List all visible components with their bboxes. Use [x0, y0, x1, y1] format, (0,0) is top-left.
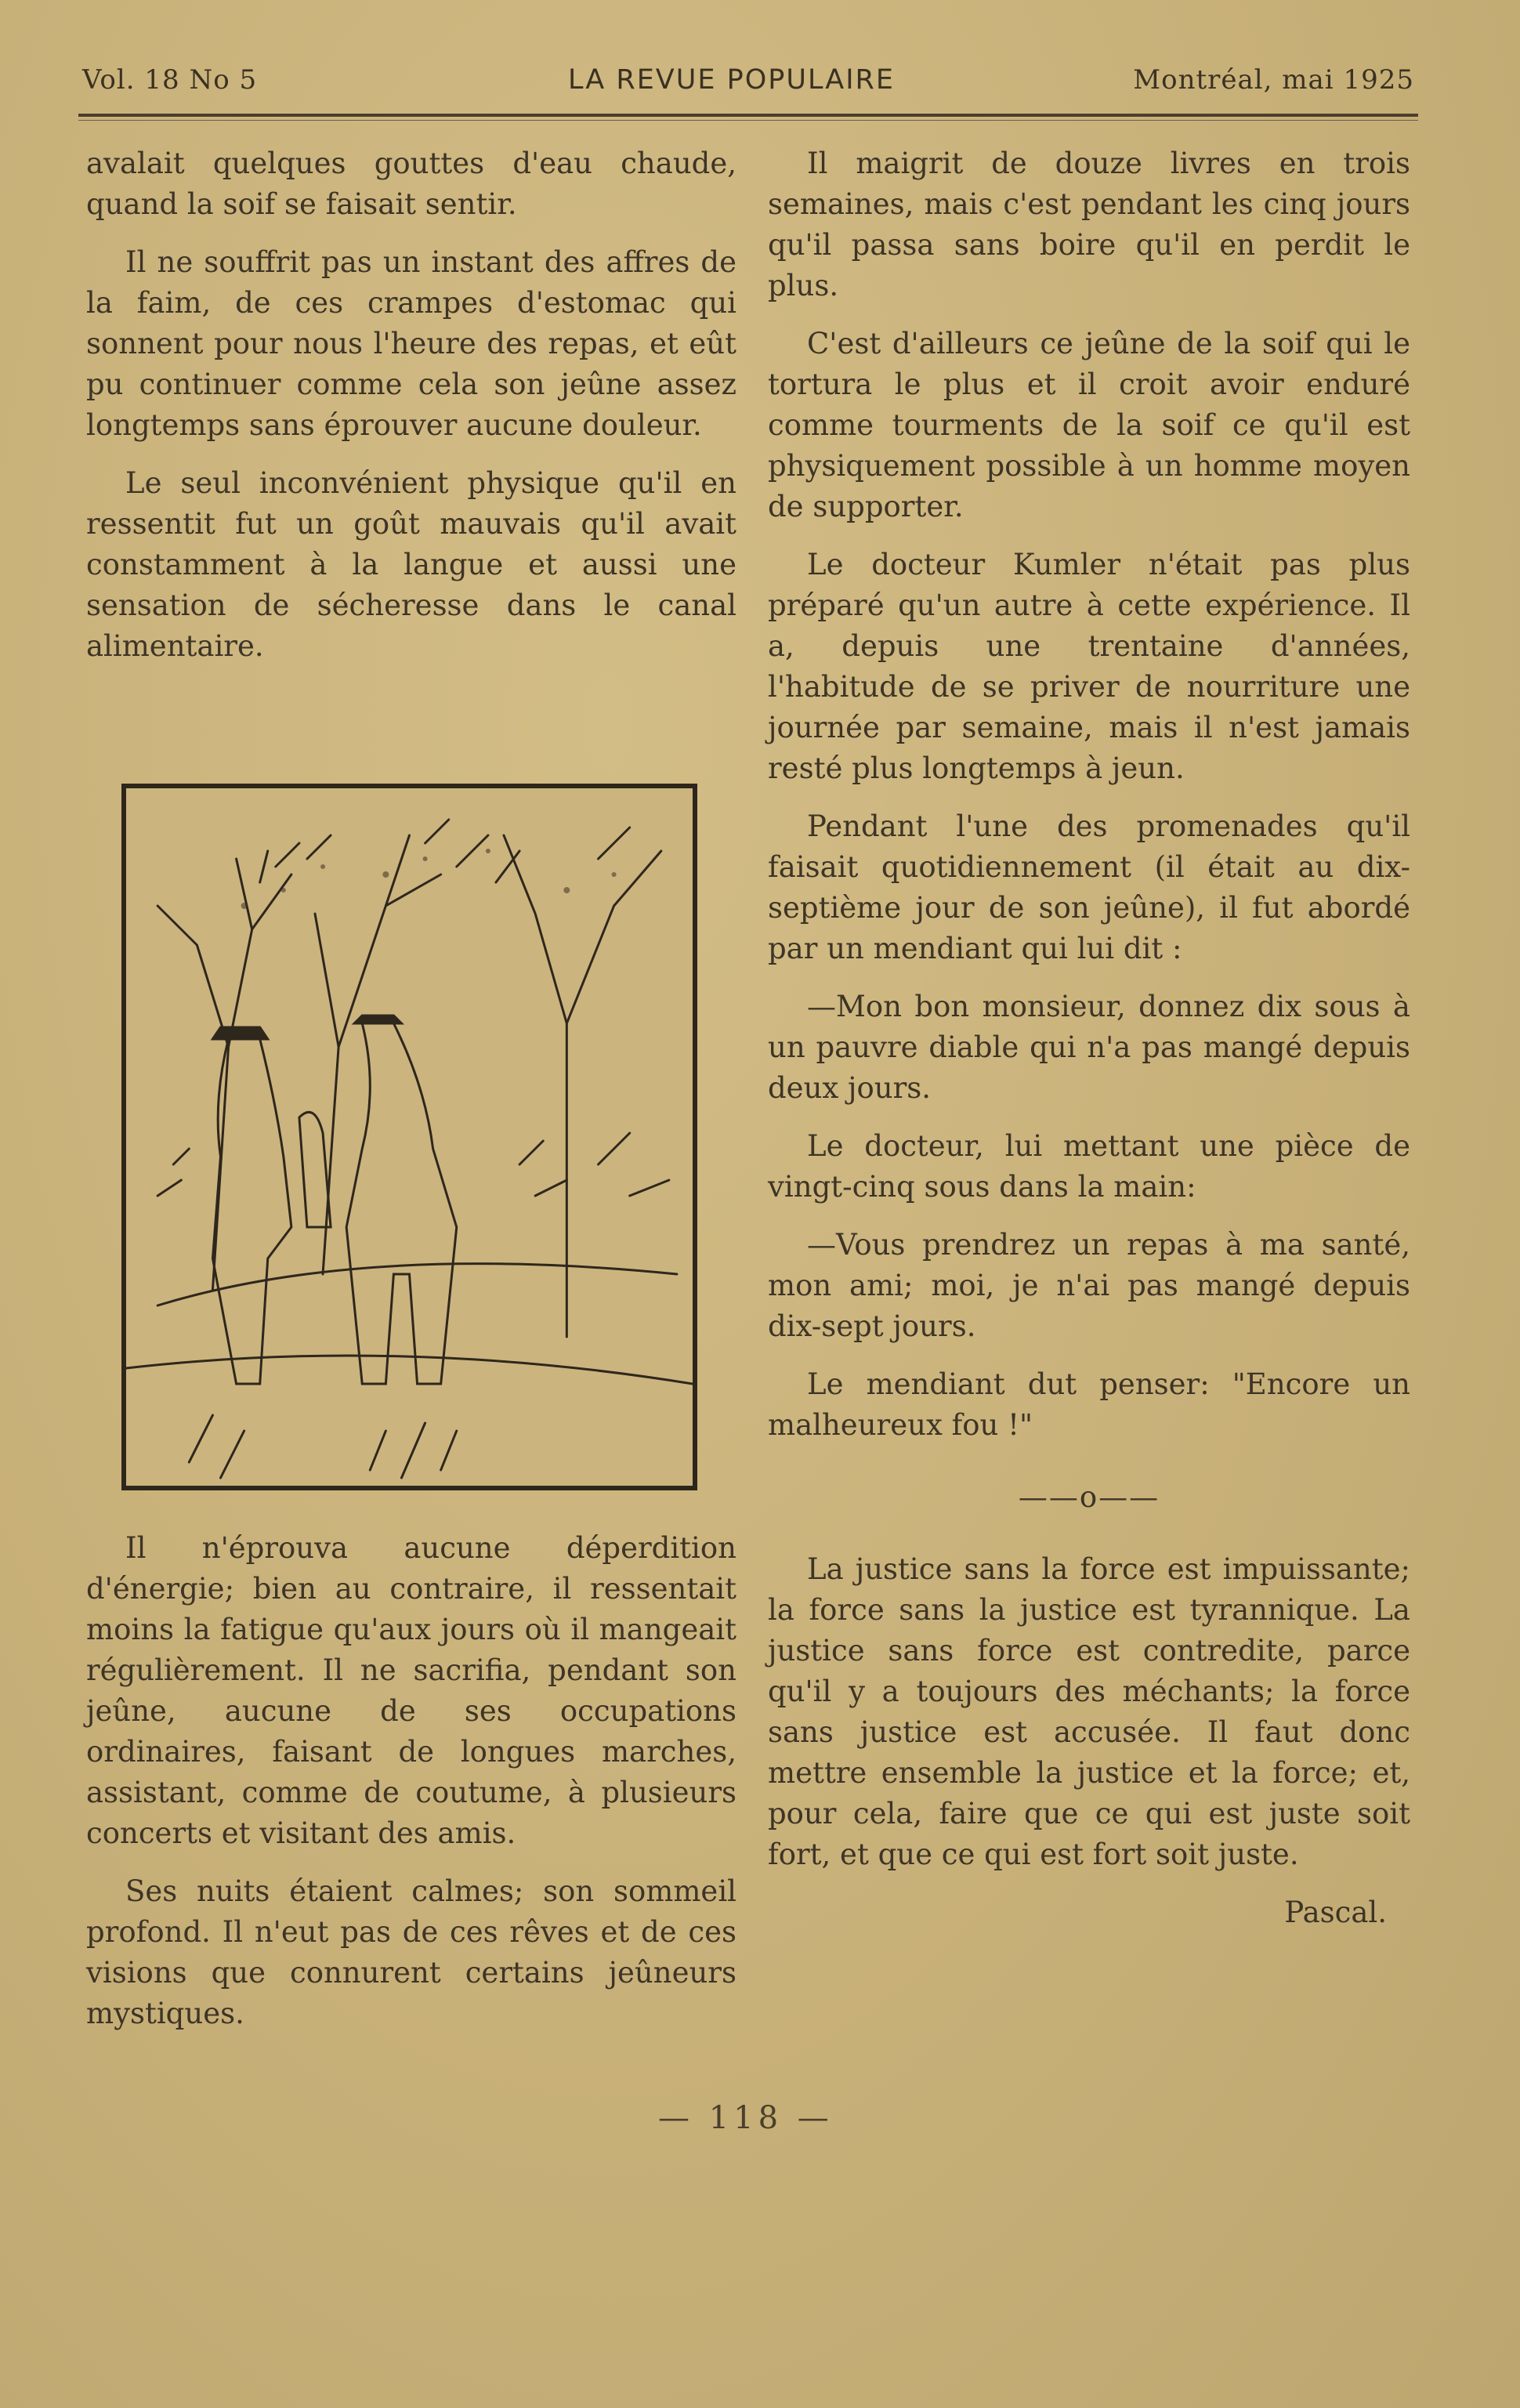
publication-title: LA REVUE POPULAIRE [568, 64, 895, 96]
paragraph: —Mon bon monsieur, donnez dix sous à un pauvre diable qui n'a pas mangé depuis deux jours. [768, 990, 1410, 1105]
quote-author: Pascal. [1284, 1896, 1387, 1929]
paragraph: Le mendiant dut penser: "Encore un malheureux fou !" [768, 1367, 1410, 1442]
paragraph: avalait quelques gouttes d'eau chaude, quand la soif se faisait sentir. [86, 147, 736, 221]
section-separator: ——o—— [1018, 1480, 1160, 1514]
paragraph: Le docteur Kumler n'était pas plus préparé qu'un autre à cette expérience. Il a, depuis une trentaine d'années, l'habitude de se priver de nourriture une journée par semaine, mais il n'est jamais resté plus longtemps à jeun. [768, 548, 1410, 785]
left-column-top [86, 143, 736, 684]
paragraph: Il n'éprouva aucune déperdition d'énergie; bien au contraire, il ressentait moins la fatigue qu'aux jours où il mangeait régulièrement. Il ne sacrifia, pendant son jeûne, aucune de ses occupations ordinaires, faisant de longues marches, assistant, comme de coutume, à plusieurs concerts et visitant des amis. [86, 1531, 736, 1850]
paragraph: Ses nuits étaient calmes; son sommeil profond. Il n'eut pas de ces rêves et de ces visions que connurent certains jeûneurs mystiques. [86, 1874, 736, 2030]
quote-paragraph: La justice sans la force est impuissante; la force sans la justice est tyrannique. La justice sans force est contredite, parce qu'il y a toujours des méchants; la force sans justice est accusée. Il faut donc mettre ensemble la justice et la force; et, pour cela, faire que ce qui est juste soit fort, et que ce qui est fort soit juste. [768, 1552, 1410, 1871]
paragraph: Il maigrit de douze livres en trois semaines, mais c'est pendant les cinq jours qu'il passa sans boire qu'il en perdit le plus. [768, 147, 1410, 302]
volume-number: Vol. 18 No 5 [82, 64, 258, 96]
paragraph: Le docteur, lui mettant une pièce de vingt-cinq sous dans la main: [768, 1129, 1410, 1204]
page-number: — 118 — [658, 2100, 834, 2136]
illustration-two-men-in-park [121, 784, 697, 1490]
place-date: Montréal, mai 1925 [1133, 64, 1414, 96]
paragraph: Pendant l'une des promenades qu'il faisait quotidiennement (il était au dix-septième jour de son jeûne), il fut abordé par un mendiant qui lui dit : [768, 809, 1410, 965]
paragraph: Il ne souffrit pas un instant des affres de la faim, de ces crampes d'estomac qui sonnent pour nous l'heure des repas, et eût pu continuer comme cela son jeûne assez longtemps sans éprouver aucune douleur. [86, 245, 736, 442]
paragraph: C'est d'ailleurs ce jeûne de la soif qui le tortura le plus et il croit avoir enduré comme tourments de la soif ce qu'il est physiquement possible à un homme moyen de supporter. [768, 327, 1410, 523]
header-rule [78, 114, 1418, 117]
header-rule-thin [78, 120, 1418, 121]
paragraph: —Vous prendrez un repas à ma santé, mon ami; moi, je n'ai pas mangé depuis dix-sept jours. [768, 1228, 1410, 1343]
paragraph: Le seul inconvénient physique qu'il en ressentit fut un goût mauvais qu'il avait constamment à la langue et aussi une sensation de sécheresse dans le canal alimentaire. [86, 466, 736, 663]
left-column-bottom [86, 1528, 736, 2051]
sketch-illustration [126, 788, 693, 1486]
running-header [82, 64, 1414, 111]
right-column [768, 143, 1410, 1933]
